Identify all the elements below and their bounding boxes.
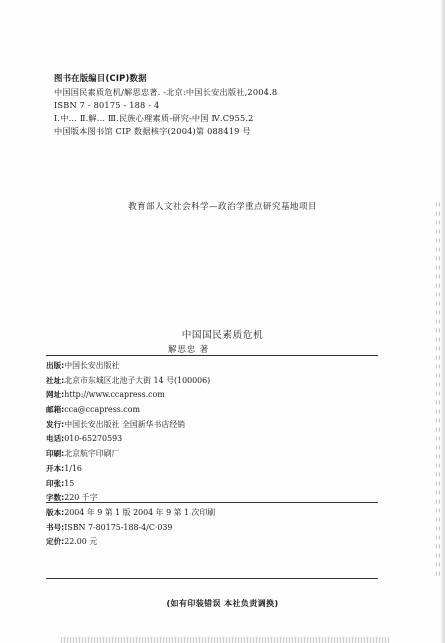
cip-data-block [54,72,277,138]
book-author: 解思忠 著 [168,344,210,354]
colophon-label: 发行: [46,419,65,429]
book-title: 中国国民素质危机 [181,330,264,341]
colophon-value: 中国长安出版社 全国新华书店经销 [64,419,186,429]
colophon-label: 邮箱: [46,405,65,415]
colophon-label: 印张: [46,478,65,488]
colophon-value: 2004 年 9 第 1 版 2004 年 9 第 1 次印刷 [64,507,216,517]
colophon-row-edition [46,506,215,521]
colophon-value: http://www.ccapress.com [64,390,165,400]
cip-line-title: 中国国民素质危机/解思忠著. -北京:中国长安出版社,2004.8 [54,87,278,97]
colophon-label: 社址: [46,375,65,385]
colophon-row-sheets [46,477,215,492]
edition-divider [46,502,378,503]
colophon-row-price [46,535,215,550]
colophon-value: 北京航宇印刷厂 [64,449,120,459]
colophon-value: 1/16 [64,463,82,473]
colophon-label: 出版: [46,361,65,370]
project-line: 教育部人文社会科学—政治学重点研究基地项目 [128,202,317,212]
colophon-label: 字数: [46,493,65,503]
colophon-label: 定价: [46,537,65,547]
colophon-row-printer [46,447,215,462]
bottom-scan-noise [60,637,390,643]
cip-line-classification: Ⅰ.中... Ⅱ.解... Ⅲ.民族心理素质-研究-中国 Ⅳ.C955.2 [54,113,254,123]
colophon-value: 北京市东城区北池子大街 14 号(100006) [64,375,211,385]
replacement-notice: (如有印装错误 本社负责调换) [166,599,279,608]
colophon-row-distribution [46,418,215,433]
cip-line-record: 中国版本图书馆 CIP 数据核字(2004)第 088419 号 [54,126,251,136]
colophon-value: cca@ccapress.com [64,405,140,415]
colophon-label: 版本: [46,507,65,517]
colophon-row-format [46,462,215,477]
colophon-value: 010-65270593 [64,434,123,444]
colophon-value: 22.00 元 [64,537,98,547]
colophon-label: 印刷: [46,449,65,459]
colophon-value: 15 [64,478,75,488]
colophon-value: ISBN 7-80175-188-4/C·039 [64,522,173,532]
colophon-row-website [46,388,215,403]
colophon-row-address [46,374,215,389]
colophon-label: 电话: [46,434,65,444]
cip-line-isbn: ISBN 7 - 80175 - 188 - 4 [54,100,160,110]
colophon-list [46,359,215,550]
scan-specks [435,200,441,580]
top-divider [46,355,378,356]
scan-edge [441,0,445,643]
colophon-row-email [46,403,215,418]
colophon-row-book-number [46,521,215,536]
colophon-row-word-count [46,491,215,506]
bottom-divider [46,578,378,579]
colophon-row-publisher [46,359,215,374]
colophon-label: 网址: [46,390,65,400]
colophon-row-phone [46,432,215,447]
colophon-label: 书号: [46,522,65,532]
cip-heading: 图书在版编目(CIP)数据 [54,73,147,83]
colophon-value: 中国长安出版社 [64,361,120,370]
colophon-label: 开本: [46,463,65,473]
colophon-value: 220 千字 [64,493,98,503]
